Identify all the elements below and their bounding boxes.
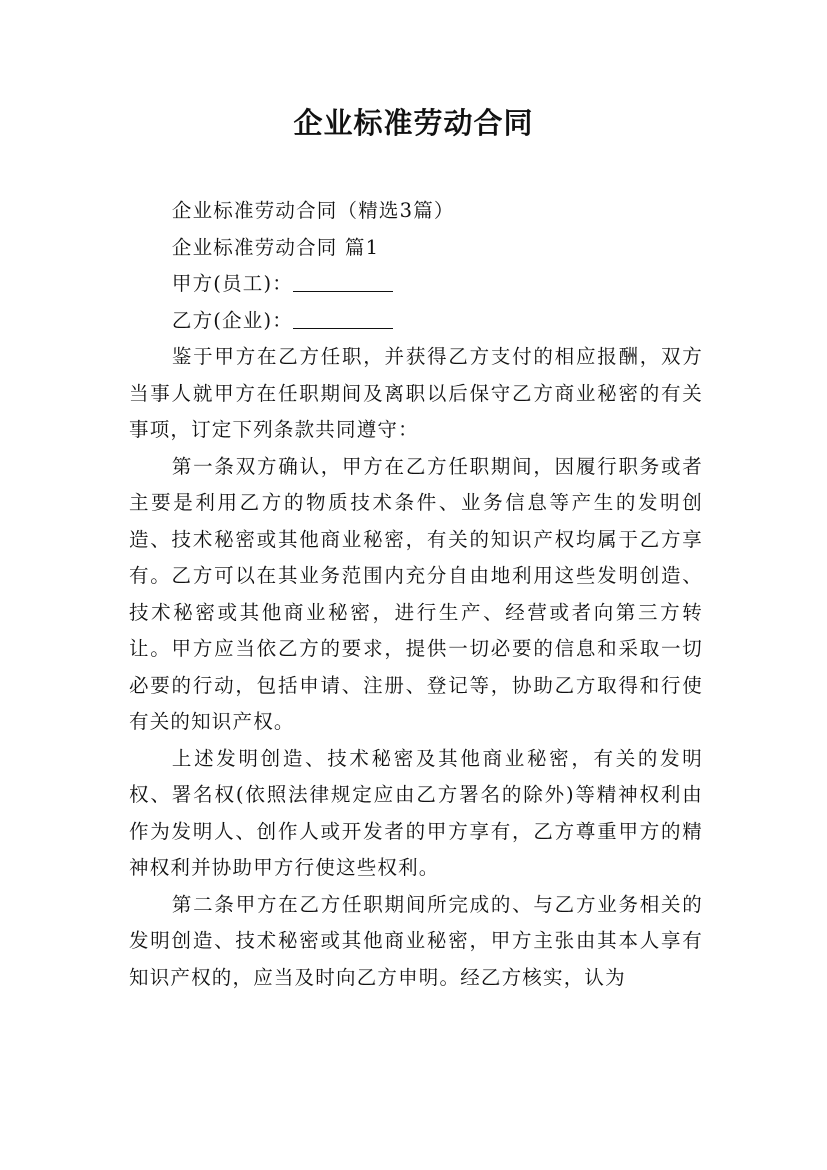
paragraph-article-1-rights: 上述发明创造、技术秘密及其他商业秘密，有关的发明权、署名权(依照法律规定应由乙方署名的除外)等精神权利由作为发明人、创作人或开发者的甲方享有，乙方尊重甲方的精神权利并协助甲方行使这些权利。 [129, 746, 703, 879]
party-b-line [129, 303, 703, 340]
paragraph-article-1: 第一条双方确认，甲方在乙方任职期间，因履行职务或者主要是利用乙方的物质技术条件、业务信息等产生的发明创造、技术秘密或其他商业秘密，有关的知识产权均属于乙方享有。乙方可以在其业务范围内充分自由地利用这些发明创造、技术秘密或其他商业秘密，进行生产、经营或者向第三方转让。甲方应当依乙方的要求，提供一切必要的信息和采取一切必要的行动，包括申请、注册、登记等，协助乙方取得和行使有关的知识产权。 [129, 454, 703, 733]
paragraph-preamble: 鉴于甲方在乙方任职，并获得乙方支付的相应报酬，双方当事人就甲方在任职期间及离职以后保守乙方商业秘密的有关事项，订定下列条款共同遵守： [129, 345, 703, 441]
document-subtitle: 企业标准劳动合同（精选3篇） [171, 199, 455, 222]
document-title: 企业标准劳动合同 [293, 106, 534, 140]
party-a-label: 甲方(员工)： [171, 272, 294, 295]
paragraph-article-2: 第二条甲方在乙方任职期间所完成的、与乙方业务相关的发明创造、技术秘密或其他商业秘密，甲方主张由其本人享有知识产权的，应当及时向乙方申明。经乙方核实，认为 [129, 892, 703, 989]
party-a-blank [293, 269, 393, 292]
party-a-line [129, 266, 703, 303]
party-b-blank [293, 306, 393, 329]
section-heading: 企业标准劳动合同 篇1 [171, 235, 380, 259]
party-b-label: 乙方(企业)： [171, 308, 294, 332]
document-body [129, 193, 703, 996]
